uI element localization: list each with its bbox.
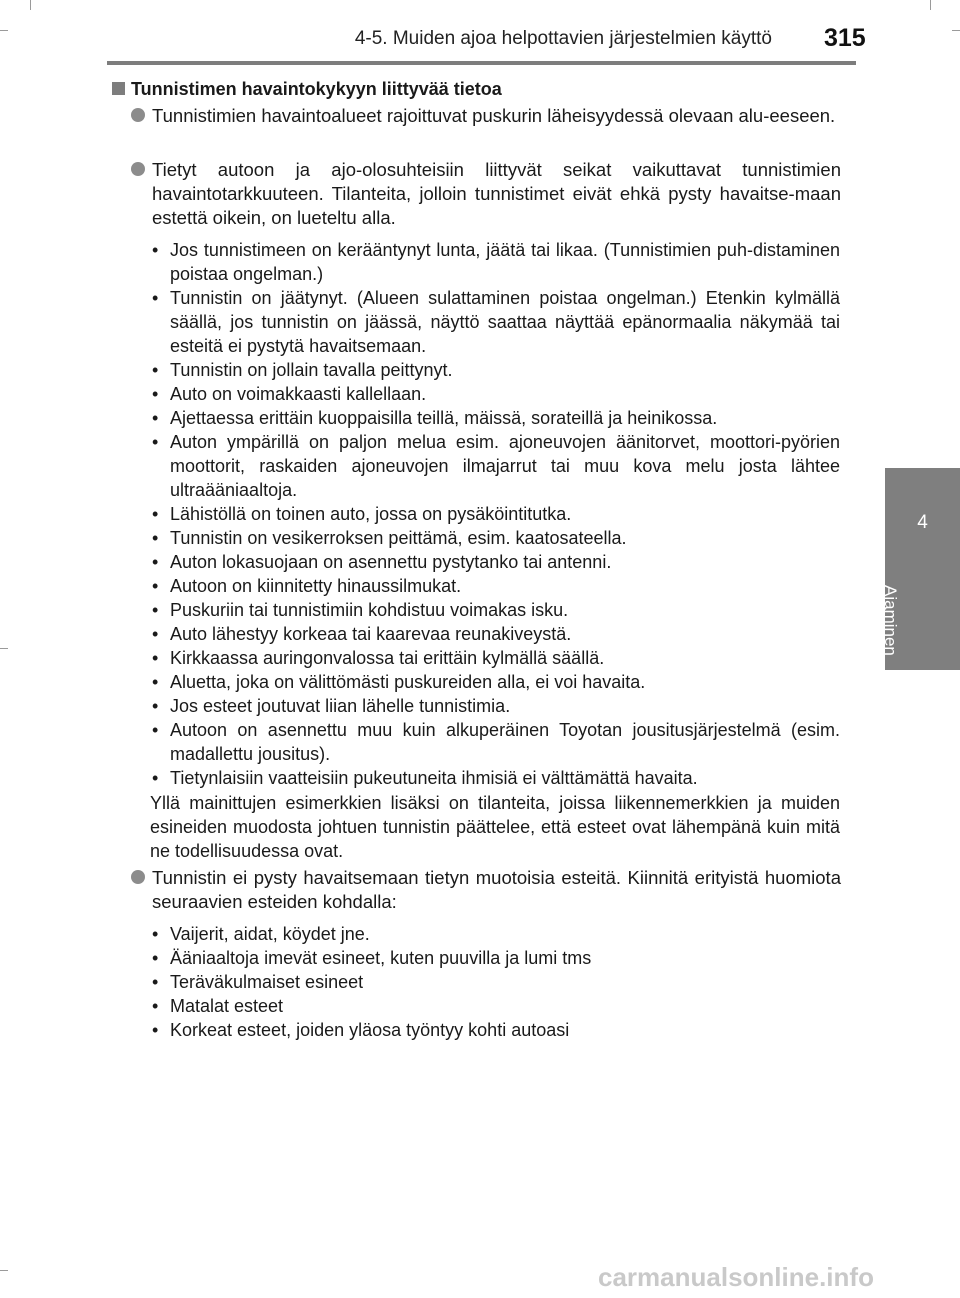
list-item: • Autoon on asennettu muu kuin alkuperäinen Toyotan jousitusjärjestelmä (esim. madallettu jousitus). [150, 718, 840, 766]
section-title: 4-5. Muiden ajoa helpottavien järjestelmien käyttö [354, 28, 772, 49]
crop-mark [30, 0, 31, 10]
paragraph-detection-area: Tunnistimien havaintoalueet rajoittuvat puskurin läheisyydessä olevaan alu-eeseen. [152, 105, 836, 126]
chapter-label: Ajaminen [881, 585, 900, 656]
round-bullet-icon [131, 870, 145, 884]
list-item: • Puskuriin tai tunnistimiin kohdistuu voimakas isku. [150, 598, 840, 622]
section-heading-text: Tunnistimen havaintokykyyn liittyvää tietoa [131, 79, 502, 99]
list-item: • Jos esteet joutuvat liian lähelle tunnistimia. [150, 694, 840, 718]
list-item: • Lähistöllä on toinen auto, jossa on pysäköintitutka. [150, 502, 840, 526]
list-item: • Matalat esteet [150, 994, 840, 1018]
square-bullet-icon [112, 82, 125, 95]
list-item: • Tunnistin on vesikerroksen peittämä, esim. kaatosateella. [150, 526, 840, 550]
list-item: • Tunnistin on jäätynyt. (Alueen sulattaminen poistaa ongelman.) Etenkin kylmällä säällä, jos tunnistin on jäässä, näyttö saattaa näyttää epänormaalia näkymää tai esteitä ei pystytä havaitsemaan. [150, 286, 840, 358]
paragraph-accuracy-factors: Tietyt autoon ja ajo-olosuhteisiin liittyvät seikat vaikuttavat tunnistimien havaintotarkkuuteen. Tilanteita, jolloin tunnistimet eivät ehkä pysty havaitse-maan estettä oikein, on lueteltu alla. [152, 159, 841, 228]
list-item: • Auto lähestyy korkeaa tai kaarevaa reunakiveystä. [150, 622, 840, 646]
round-bullet-icon [131, 108, 145, 122]
list-item: • Ääniaaltoja imevät esineet, kuten puuvilla ja lumi tms [150, 946, 840, 970]
list-item: • Tietynlaisiin vaatteisiin pukeutuneita ihmisiä ei välttämättä havaita. [150, 766, 840, 790]
watermark: carmanualsonline.info [598, 1262, 874, 1292]
paragraph-obstacle-shapes: Tunnistin ei pysty havaitsemaan tietyn muotoisia esteitä. Kiinnitä erityistä huomiota seuraavien esteiden kohdalla: [152, 867, 841, 912]
conditions-list [150, 238, 840, 790]
list-item: • Vaijerit, aidat, köydet jne. [150, 922, 840, 946]
section-heading [112, 77, 502, 101]
round-bullet-icon [131, 162, 145, 176]
crop-mark [930, 0, 931, 10]
chapter-number: 4 [917, 512, 928, 533]
list-item: • Autoon on kiinnitetty hinaussilmukat. [150, 574, 840, 598]
obstacles-list [150, 922, 840, 1042]
list-item: • Kirkkaassa auringonvalossa tai erittäin kylmällä säällä. [150, 646, 840, 670]
crop-mark [0, 1270, 8, 1271]
list-item: • Aluetta, joka on välittömästi puskureiden alla, ei voi havaita. [150, 670, 840, 694]
list-item: • Korkeat esteet, joiden yläosa työntyy kohti autoasi [150, 1018, 840, 1042]
list-item: • Tunnistin on jollain tavalla peittynyt. [150, 358, 840, 382]
page-number: 315 [824, 24, 866, 52]
note-paragraph: Yllä mainittujen esimerkkien lisäksi on tilanteita, joissa liikennemerkkien ja muiden esineiden muodosta johtuen tunnistin päättelee, että esteet ovat lähempänä kuin mitä ne todellisuudessa ovat. [150, 793, 840, 861]
list-item: • Auton ympärillä on paljon melua esim. ajoneuvojen äänitorvet, moottori-pyörien moottorit, raskaiden ajoneuvojen ilmajarrut tai muu kova melu josta lähtee ultraääniaaltoja. [150, 430, 840, 502]
crop-mark [952, 30, 960, 31]
list-item: • Jos tunnistimeen on kerääntynyt lunta, jäätä tai likaa. (Tunnistimien puh-distaminen poistaa ongelman.) [150, 238, 840, 286]
list-item: • Teräväkulmaiset esineet [150, 970, 840, 994]
header-rule [107, 61, 856, 65]
list-item: • Auto on voimakkaasti kallellaan. [150, 382, 840, 406]
list-item: • Ajettaessa erittäin kuoppaisilla teillä, mäissä, sorateillä ja heinikossa. [150, 406, 840, 430]
list-item: • Auton lokasuojaan on asennettu pystytanko tai antenni. [150, 550, 840, 574]
crop-mark [0, 648, 8, 649]
